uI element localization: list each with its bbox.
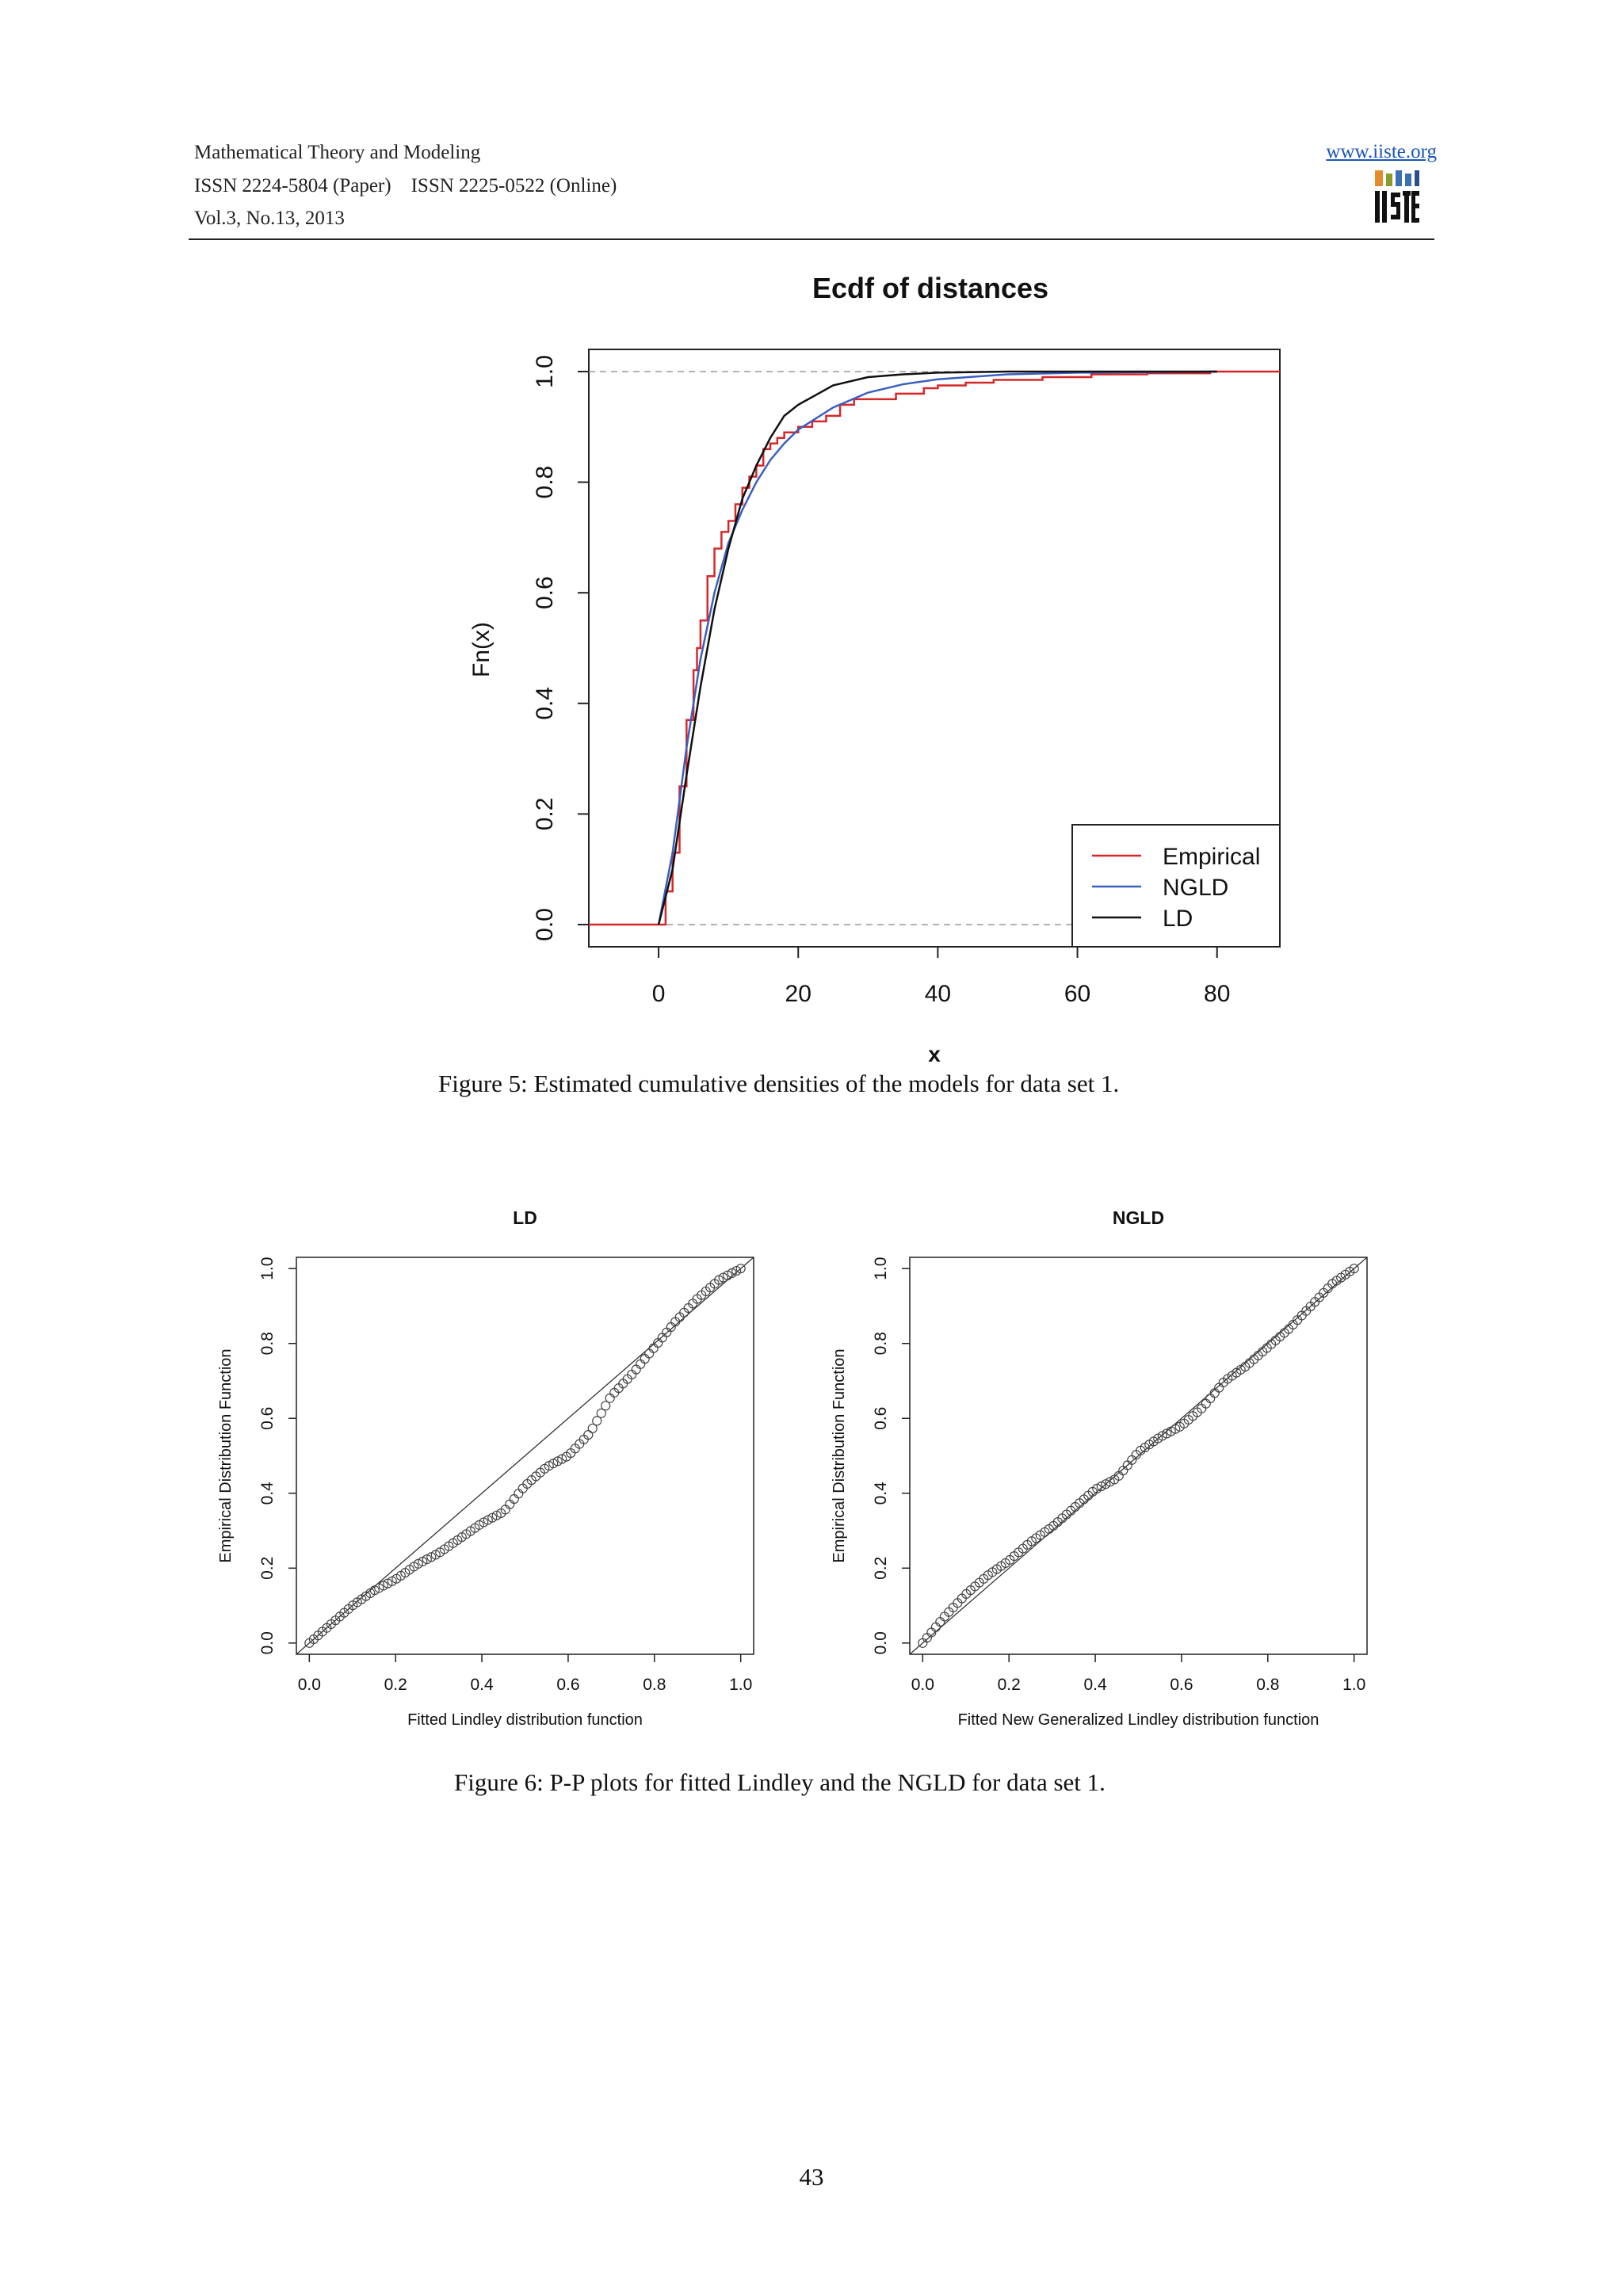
ecdf-ytick-label: 0.0 xyxy=(532,908,558,941)
pp-ngld-ylabel: Empirical Distribution Function xyxy=(831,1348,848,1563)
pp-ngld-point xyxy=(1206,1394,1215,1403)
pp-ld-ytick-label: 0.6 xyxy=(258,1406,277,1430)
pp-ld-point xyxy=(649,1344,658,1352)
pp-ld-point xyxy=(658,1333,666,1342)
pp-ngld-xtick-label: 0.0 xyxy=(911,1676,934,1694)
pp-ngld-xtick-label: 0.6 xyxy=(1170,1676,1193,1694)
pp-ngld-title: NGLD xyxy=(1112,1207,1165,1228)
pp-ld-xtick-label: 0.6 xyxy=(556,1676,580,1694)
ecdf-ytick-label: 0.6 xyxy=(532,576,558,610)
ecdf-ytick-label: 1.0 xyxy=(532,355,558,388)
ecdf-xlabel: x xyxy=(928,1042,941,1066)
journal-title: Mathematical Theory and Modeling xyxy=(194,142,481,163)
pp-ld-point xyxy=(640,1355,649,1363)
page-number: 43 xyxy=(799,2163,824,2191)
pp-ngld-ytick-label: 0.6 xyxy=(872,1406,890,1430)
pp-ngld-ytick-label: 0.4 xyxy=(872,1482,890,1505)
pp-ngld-xtick-label: 0.4 xyxy=(1083,1676,1107,1694)
pp-ngld-point xyxy=(936,1618,945,1627)
pp-ld-xtick-label: 0.2 xyxy=(384,1676,407,1694)
ecdf-xtick-label: 20 xyxy=(785,981,812,1007)
pp-ngld-ytick-label: 0.2 xyxy=(872,1556,890,1580)
ecdf-legend-label-empirical: Empirical xyxy=(1163,844,1261,870)
pp-ld-ytick-label: 1.0 xyxy=(258,1257,277,1280)
pp-ld-xtick-label: 0.0 xyxy=(297,1676,321,1694)
ecdf-legend-label-ngld: NGLD xyxy=(1163,875,1229,901)
pp-ld-title: LD xyxy=(513,1207,537,1228)
volume-line: Vol.3, No.13, 2013 xyxy=(194,208,345,229)
pp-ngld-ytick-label: 1.0 xyxy=(872,1257,890,1280)
pp-ngld-point xyxy=(1119,1466,1128,1475)
ecdf-ytick-label: 0.4 xyxy=(532,686,558,720)
figure6-caption: Figure 6: P-P plots for fitted Lindley and the NGLD for data set 1. xyxy=(454,1768,1106,1796)
pp-ld-point xyxy=(506,1500,514,1508)
ecdf-ylabel: Fn(x) xyxy=(468,622,495,677)
ecdf-xtick-label: 0 xyxy=(651,981,666,1007)
pp-ld-xtick-label: 1.0 xyxy=(729,1676,753,1694)
pp-ngld-point xyxy=(1128,1455,1136,1464)
pp-ld-xlabel: Fitted Lindley distribution function xyxy=(407,1711,643,1729)
pp-ld-point xyxy=(636,1360,645,1368)
pp-ld-ylabel: Empirical Distribution Function xyxy=(217,1348,235,1563)
ecdf-title: Ecdf of distances xyxy=(812,272,1049,304)
ecdf-xtick-label: 80 xyxy=(1204,981,1231,1007)
pp-ngld-ytick-label: 0.8 xyxy=(872,1332,890,1356)
ecdf-ytick-label: 0.8 xyxy=(532,465,558,499)
pp-ld-point xyxy=(510,1495,518,1504)
pp-ngld-point xyxy=(922,1634,931,1642)
pp-ld-point xyxy=(605,1394,614,1402)
ecdf-legend-label-ld: LD xyxy=(1163,906,1193,932)
pp-ld-ytick-label: 0.2 xyxy=(258,1556,277,1580)
pp-ngld-xtick-label: 1.0 xyxy=(1342,1676,1366,1694)
pp-ngld-xlabel: Fitted New Generalized Lindley distribution function xyxy=(957,1711,1319,1729)
pp-ld-point xyxy=(645,1349,654,1358)
figure5-caption: Figure 5: Estimated cumulative densities of the models for data set 1. xyxy=(438,1070,1120,1097)
ecdf-xtick-label: 40 xyxy=(924,981,952,1007)
pp-ngld-point xyxy=(931,1623,940,1631)
pp-ld-ytick-label: 0.0 xyxy=(258,1631,277,1655)
ecdf-xtick-label: 60 xyxy=(1064,981,1091,1007)
pp-ld-ytick-label: 0.8 xyxy=(258,1332,277,1356)
ecdf-ytick-label: 0.2 xyxy=(532,797,558,831)
pp-ngld-ytick-label: 0.0 xyxy=(872,1631,890,1655)
pp-ld-ytick-label: 0.4 xyxy=(258,1482,277,1505)
pp-ld-xtick-label: 0.4 xyxy=(470,1676,494,1694)
issn-line: ISSN 2224-5804 (Paper) ISSN 2225-0522 (Online) xyxy=(194,175,617,196)
pp-ngld-reference-line xyxy=(910,1257,1367,1654)
website-link[interactable]: www.iiste.org xyxy=(1326,141,1437,162)
pp-ld-point xyxy=(514,1489,523,1498)
pp-ngld-xtick-label: 0.8 xyxy=(1256,1676,1280,1694)
pp-ngld-xtick-label: 0.2 xyxy=(997,1676,1021,1694)
pp-ld-xtick-label: 0.8 xyxy=(643,1676,666,1694)
